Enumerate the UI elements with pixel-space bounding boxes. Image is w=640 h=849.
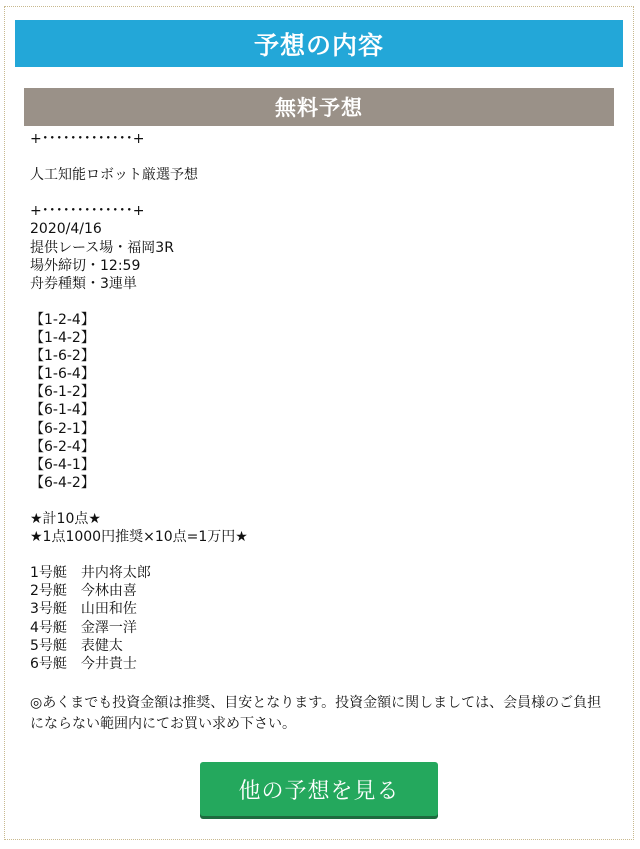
racer-item: 6号艇 今井貴士 bbox=[30, 655, 137, 672]
view-other-predictions-button[interactable]: 他の予想を見る bbox=[200, 762, 438, 816]
separator-line: +･････････････+ bbox=[30, 203, 145, 220]
combination-item: 【1-6-2】 bbox=[30, 348, 95, 365]
spacer bbox=[30, 546, 610, 564]
budget-recommendation: ★1点1000円推奨×10点=1万円★ bbox=[30, 529, 248, 546]
section-title: 無料予想 bbox=[24, 88, 614, 126]
race-date: 2020/4/16 bbox=[30, 221, 102, 238]
page-title: 予想の内容 bbox=[15, 20, 623, 67]
racer-item: 5号艇 表健太 bbox=[30, 637, 123, 654]
spacer bbox=[30, 293, 610, 311]
racer-item: 1号艇 井内将太郎 bbox=[30, 565, 151, 582]
combination-item: 【6-1-4】 bbox=[30, 402, 95, 419]
spacer bbox=[30, 673, 610, 691]
spacer bbox=[30, 492, 610, 510]
prediction-body bbox=[30, 130, 610, 735]
investment-notice: ◎あくまでも投資金額は推奨、目安となります。投資金額に関しましては、会員様のご負担にならない範囲内にてお買い求め下さい。 bbox=[30, 694, 602, 732]
combination-item: 【6-4-1】 bbox=[30, 456, 95, 473]
spacer bbox=[30, 184, 610, 202]
combination-item: 【1-2-4】 bbox=[30, 311, 95, 328]
bet-type: 舟券種類・3連単 bbox=[30, 275, 137, 292]
total-points: ★計10点★ bbox=[30, 510, 101, 527]
race-venue: 提供レース場・福岡3R bbox=[30, 239, 174, 256]
combination-item: 【1-6-4】 bbox=[30, 366, 95, 383]
combination-item: 【6-2-4】 bbox=[30, 438, 95, 455]
race-deadline: 場外締切・12:59 bbox=[30, 257, 141, 274]
combination-list bbox=[30, 311, 610, 492]
combination-item: 【6-1-2】 bbox=[30, 384, 95, 401]
racer-item: 4号艇 金澤一洋 bbox=[30, 619, 137, 636]
prediction-headline: 人工知能ロボット厳選予想 bbox=[30, 167, 198, 184]
racer-item: 2号艇 今林由喜 bbox=[30, 583, 137, 600]
combination-item: 【6-2-1】 bbox=[30, 420, 95, 437]
racer-list bbox=[30, 564, 610, 673]
racer-item: 3号艇 山田和佐 bbox=[30, 601, 137, 618]
separator-line: +･････････････+ bbox=[30, 131, 145, 147]
spacer bbox=[30, 148, 610, 166]
combination-item: 【6-4-2】 bbox=[30, 474, 95, 491]
combination-item: 【1-4-2】 bbox=[30, 330, 95, 347]
